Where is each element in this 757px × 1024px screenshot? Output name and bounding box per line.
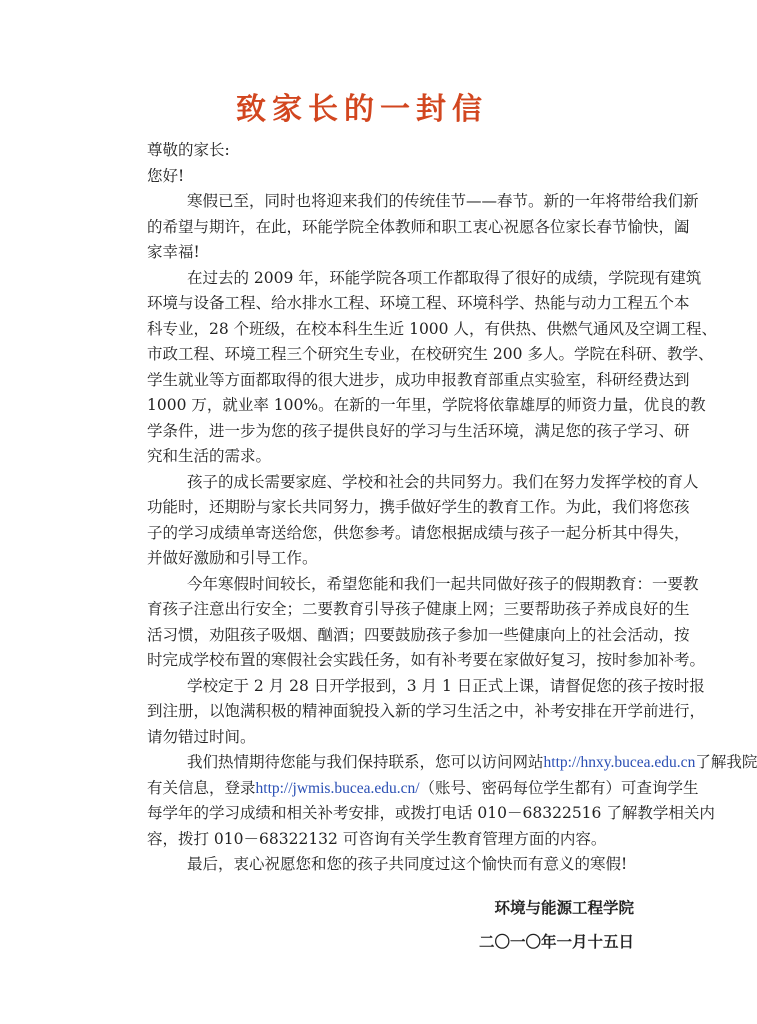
signature: 环境与能源工程学院 (494, 898, 634, 917)
text-line (147, 750, 757, 776)
text-line: 学生就业等方面都取得的很大进步，成功申报教育部重点实验室，科研经费达到 (147, 370, 690, 389)
text-line: 1000 万，就业率 100%。在新的一年里，学院将依靠雄厚的师资力量，优良的教 (147, 396, 706, 414)
text-line: 到注册，以饱满积极的精神面貌投入新的学习生活之中，补考安排在开学前进行， (147, 702, 706, 720)
text-line: 孩子的成长需要家庭、学校和社会的共同努力。我们在努力发挥学校的育人 (187, 472, 699, 491)
text-line: 并做好激励和引导工作。 (147, 549, 318, 567)
text-line: 学校定于 2 月 28 日开学报到，3 月 1 日正式上课，请督促您的孩子按时报 (187, 676, 705, 695)
text-line: 的希望与期许，在此，环能学院全体教师和职工衷心祝愿各位家长春节愉快，阖 (147, 217, 690, 236)
text-segment: 我们热情期待您能与我们保持联系，您可以访问网站 (187, 753, 544, 771)
text-line: 尊敬的家长: (147, 141, 230, 159)
text-segment: （账号、密码每位学生都有）可查询学生 (419, 778, 699, 797)
date: 二〇一〇年一月十五日 (478, 932, 634, 951)
text-line: 市政工程、环境工程三个研究生专业，在校研究生 200 多人。学院在科研、教学、 (147, 345, 714, 363)
website-link[interactable]: http://hnxy.bucea.edu.cn (543, 754, 696, 771)
text-line: 育孩子注意出行安全；二要教育引导孩子健康上网；三要帮助孩子养成良好的生 (147, 600, 690, 618)
text-line: 时完成学校布置的寒假社会实践任务，如有补考要在家做好复习，按时参加补考。 (147, 651, 706, 669)
text-line: 寒假已至，同时也将迎来我们的传统佳节——春节。新的一年将带给我们新 (187, 192, 699, 210)
text-line: 活习惯，劝阻孩子吸烟、酗酒；四要鼓励孩子参加一些健康向上的社会活动，按 (147, 625, 690, 644)
letter-title: 致家长的一封信 (236, 92, 488, 127)
text-line: 功能时，还期盼与家长共同努力，携手做好学生的教育工作。为此，我们将您孩 (147, 498, 690, 516)
text-line: 请勿错过时间。 (147, 727, 256, 746)
text-line: 每学年的学习成绩和相关补考安排，或拨打电话 010－68322516 了解教学相关内 (147, 804, 715, 822)
text-line: 最后，衷心祝愿您和您的孩子共同度过这个愉快而有意义的寒假! (187, 855, 628, 873)
text-line: 究和生活的需求。 (147, 447, 272, 465)
text-line: 您好! (147, 166, 185, 185)
text-line: 在过去的 2009 年，环能学院各项工作都取得了很好的成绩，学院现有建筑 (187, 268, 702, 287)
text-line: 环境与设备工程、给水排水工程、环境工程、环境科学、热能与动力工程五个本 (147, 294, 690, 312)
text-line: 今年寒假时间较长，希望您能和我们一起共同做好孩子的假期教育：一要教 (187, 574, 699, 593)
text-line: 科专业，28 个班级，在校本科生生近 1000 人，有供热、供燃气通风及空调工程、 (147, 319, 717, 338)
text-line: 学条件，进一步为您的孩子提供良好的学习与生活环境，满足您的孩子学习、研 (147, 421, 690, 440)
text-line (147, 776, 699, 802)
text-segment: 有关信息，登录 (147, 778, 256, 797)
letter-body (147, 138, 757, 878)
text-segment: 了解我院 (695, 753, 757, 771)
website-link[interactable]: http://jwmis.bucea.edu.cn/ (255, 779, 420, 797)
text-line: 容，拨打 010－68322132 可咨询有关学生教育管理方面的内容。 (147, 829, 607, 848)
text-line: 家幸福! (147, 243, 200, 261)
text-line: 子的学习成绩单寄送给您，供您参考。请您根据成绩与孩子一起分析其中得失， (147, 523, 690, 542)
